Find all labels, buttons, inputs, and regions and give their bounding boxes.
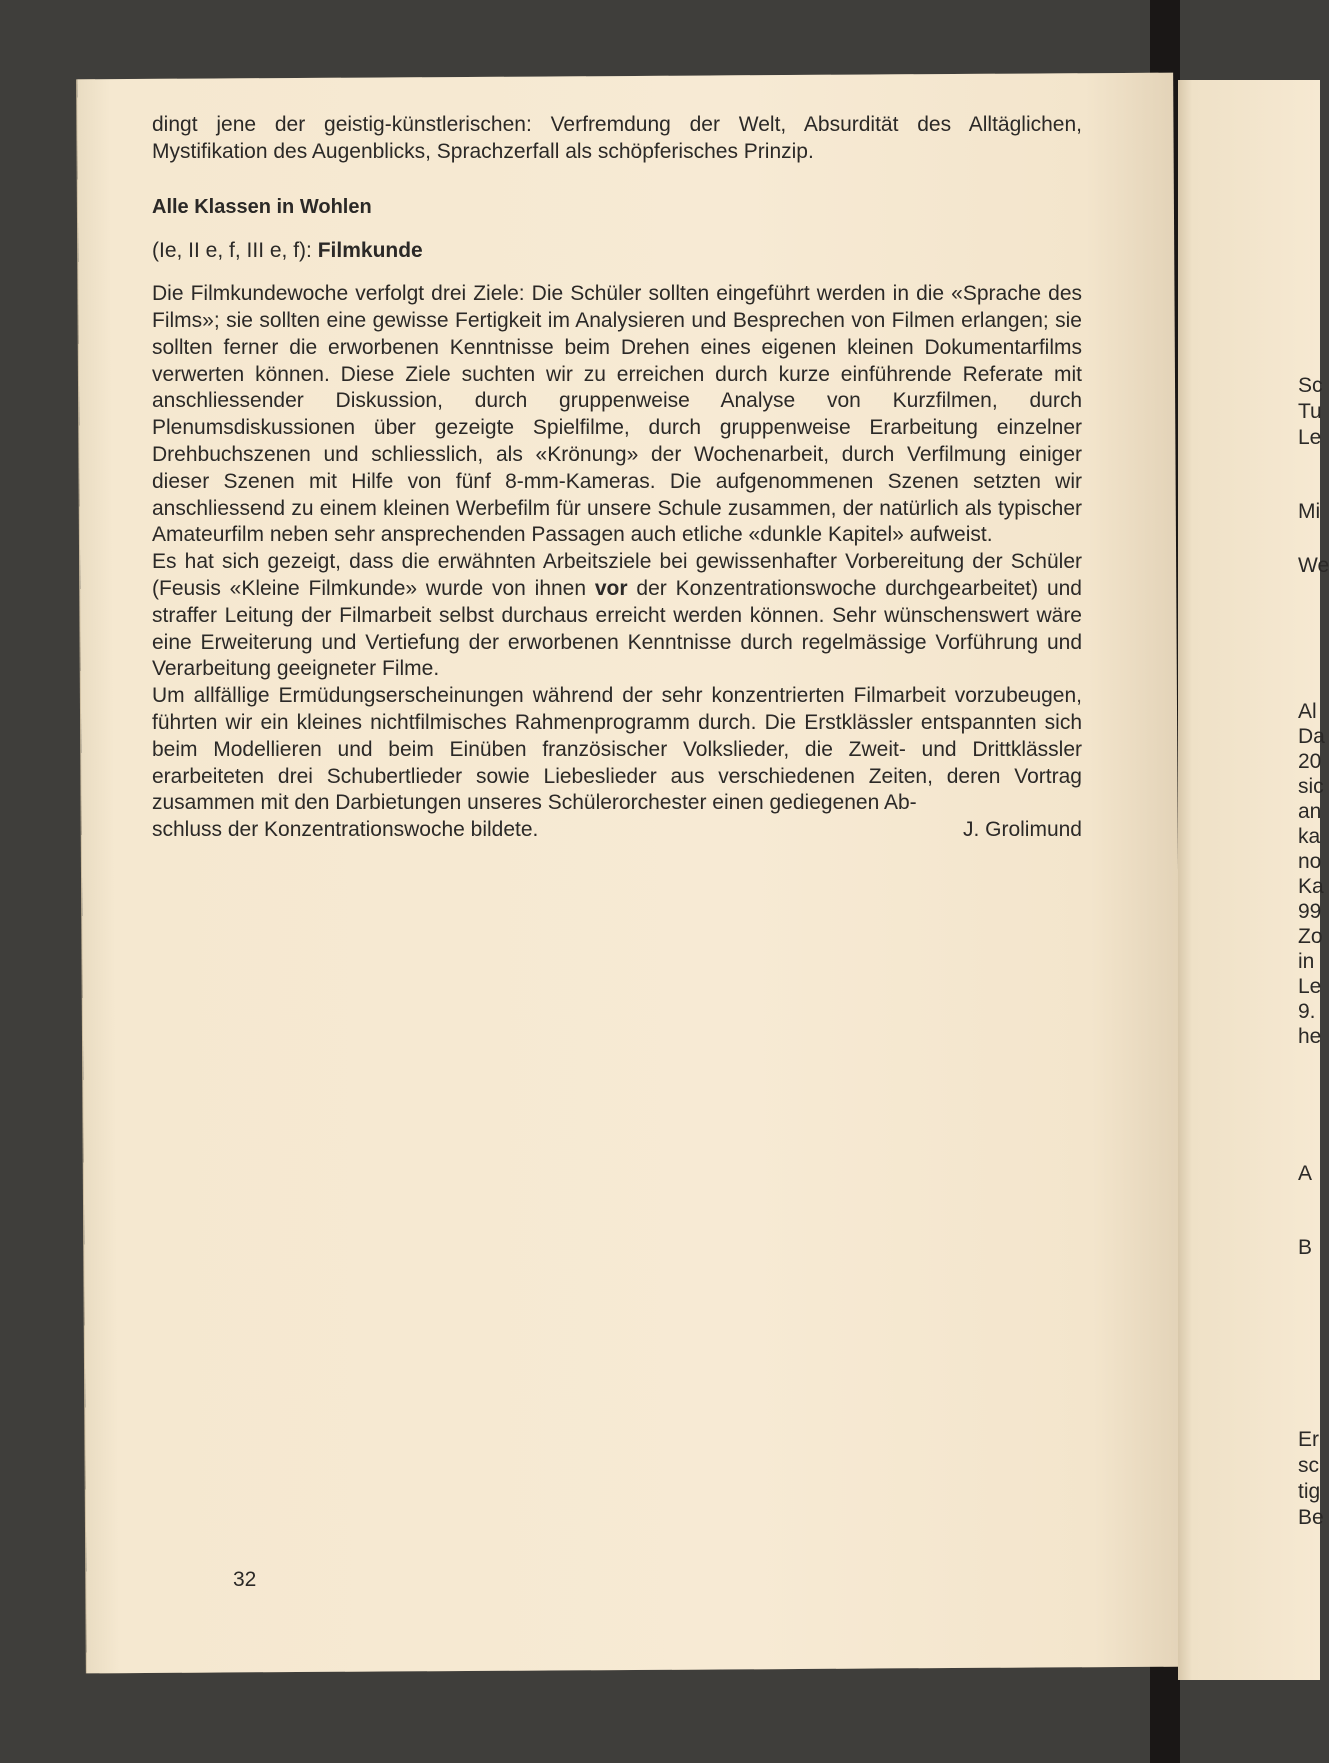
paragraph-2-end: der Konzentrationswoche durchgearbeitet) und straffer Leitung der Filmarbeit selbst durchaus erreicht werden können. Sehr wünschenswert wäre eine Erweiterung und Vertiefung der erworbenen Kenntnisse durch regelmässige Vorführung und Verarbeitung geeigneter Filme.	[152, 576, 1082, 681]
right-fragment: Mi	[1298, 500, 1321, 523]
right-fragment: 99	[1298, 900, 1322, 923]
intro-paragraph: dingt jene der geistig-künstlerischen: Verfremdung der Welt, Absurdität des Alltäglichen, Mystifikation des Augenblicks, Sprachzerfall als schöpferisches Prinzip.	[152, 113, 1082, 163]
paragraph-2-start: Es hat sich gezeigt, dass die erwähnten Arbeitsziele bei gewissenhafter Vorbereitung der Schüler (Feusis «Kleine Filmkunde» wurde von ihnen	[152, 550, 1082, 600]
right-fragment: no	[1298, 850, 1322, 873]
right-page	[1178, 80, 1329, 1680]
section-subheading	[152, 238, 1082, 265]
right-fragment: Zo	[1298, 925, 1323, 948]
right-fragment: Be	[1298, 1506, 1324, 1529]
right-fragment: he	[1298, 1025, 1322, 1048]
right-fragment: Le	[1298, 975, 1322, 998]
right-fragment: Da	[1298, 725, 1325, 748]
section-heading: Alle Klassen in Wohlen	[152, 195, 372, 218]
right-fragment: an	[1298, 800, 1322, 823]
right-fragment: Sc	[1298, 374, 1323, 397]
subheading-classes: (Ie, II e, f, III e, f):	[152, 239, 318, 263]
right-fragment: Tu	[1298, 400, 1322, 423]
author-signature: J. Grolimund	[962, 818, 1082, 842]
right-fragment: sic	[1298, 775, 1324, 798]
right-page-text	[1178, 80, 1329, 1680]
body-paragraph-2	[152, 549, 1082, 683]
body-paragraph-3: Um allfällige Ermüdungserscheinungen während der sehr konzentrierten Filmarbeit vorzubeugen, führten wir ein kleines nichtfilmisches Rahmenprogramm durch. Die Erstklässler entspannten sich beim Modellieren und beim Einüben französischer Volkslieder, die Zweit- und Drittklässler erarbeiteten drei Schubertlieder sowie Liebeslieder aus verschiedenen Zeiten, deren Vortrag zusammen mit den Darbietungen unseres Schülerorchester einen gediegenen Ab-	[152, 684, 1082, 815]
right-fragment: Al	[1298, 700, 1317, 723]
right-fragment: B	[1298, 1236, 1313, 1259]
right-fragment: ka	[1298, 825, 1321, 848]
right-fragment: sc	[1298, 1454, 1319, 1477]
right-fragment: Le	[1298, 426, 1322, 449]
subheading-title: Filmkunde	[317, 239, 423, 263]
body-paragraph-1: Die Filmkundewoche verfolgt drei Ziele: Die Schüler sollten eingeführt werden in die «Sprache des Films»; sie sollten eine gewisse Fertigkeit im Analysieren und Besprechen von Filmen erlangen; sie sollten ferner die erworbenen Kenntnisse beim Drehen eines eigenen kleinen Dokumentarfilms verwerten können. Diese Ziele suchten wir zu erreichen durch kurze einführende Referate mit anschliessender Diskussion, durch gruppenweise Analyse von Kurzfilmen, durch Plenumsdiskussionen über gezeigte Spielfilme, durch gruppenweise Erarbeitung einzelner Drehbuchszenen und schliesslich, als «Krönung» der Wochenarbeit, durch Verfilmung einiger dieser Szenen mit Hilfe von fünf 8-mm-Kameras. Die aufgenommenen Szenen setzten wir anschliessend zu einem kleinen Werbefilm für unsere Schule zusammen, der natürlich als typischer Amateurfilm neben sehr ansprechenden Passagen auch etliche «dunkle Kapitel» aufweist.	[152, 282, 1082, 547]
right-fragment: Er	[1298, 1428, 1319, 1451]
right-fragment: 9.	[1298, 1000, 1316, 1023]
page-number: 32	[233, 1568, 257, 1591]
paragraph-2-emphasis: vor	[594, 576, 628, 600]
right-fragment: 20	[1298, 750, 1322, 773]
closing-line	[152, 817, 1082, 844]
right-fragment: A	[1298, 1162, 1313, 1185]
right-fragment: tig	[1298, 1480, 1321, 1503]
page-content	[152, 112, 1082, 844]
closing-text: schluss der Konzentrationswoche bildete.	[152, 818, 539, 842]
right-fragment: Ka	[1298, 875, 1324, 898]
right-fragment: We	[1298, 554, 1329, 577]
right-fragment: in	[1298, 950, 1315, 973]
